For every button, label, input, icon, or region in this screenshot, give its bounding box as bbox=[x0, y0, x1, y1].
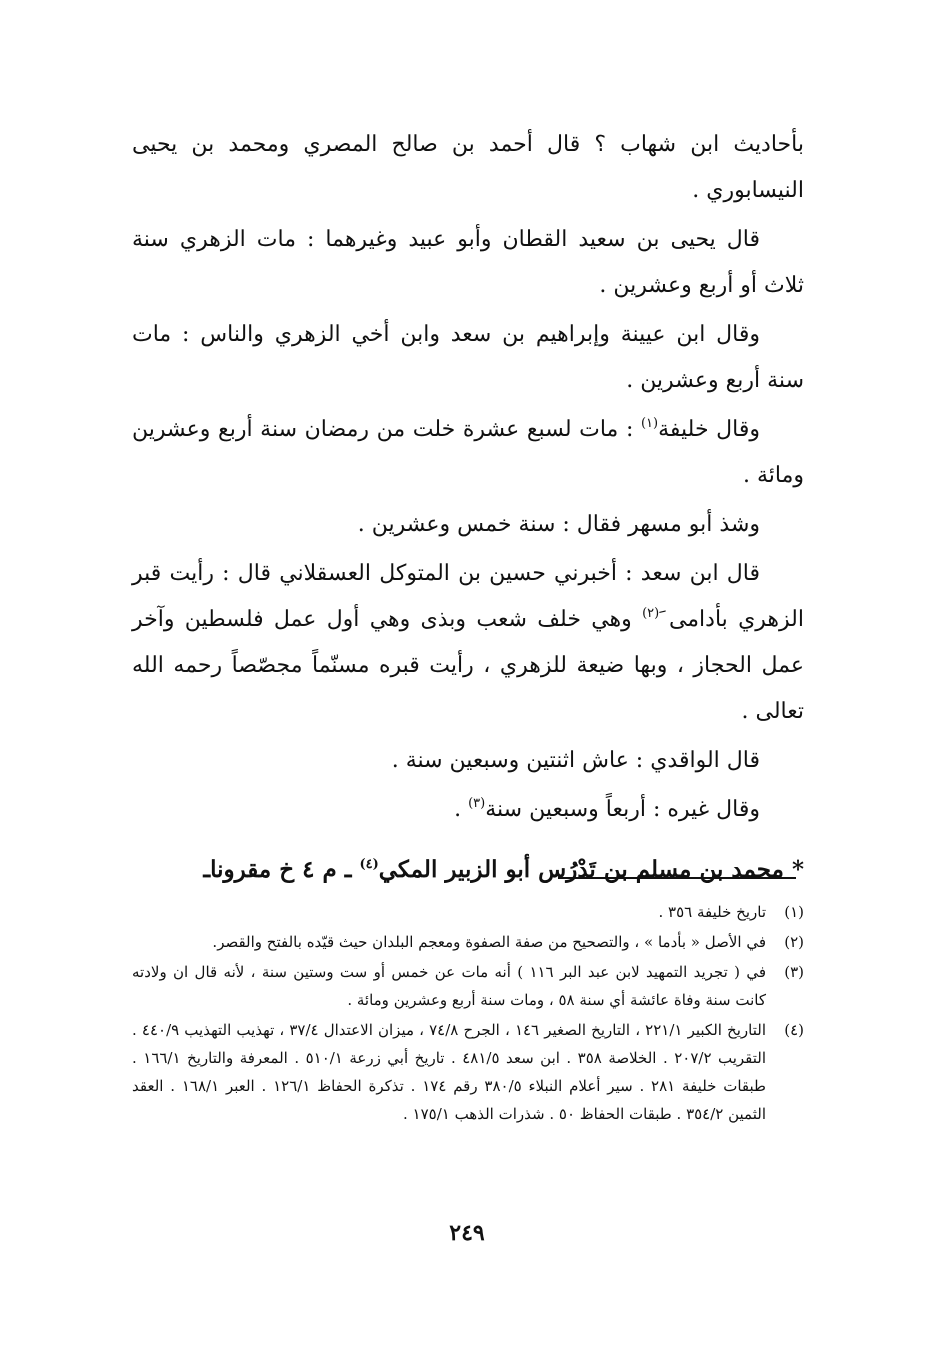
footnote-text: في الأصل « بأدما » ، والتصحيح من صفة الصفوة ومعجم البلدان حيث قيّده بالفتح والقصر. bbox=[212, 933, 766, 951]
footnote-number: (١) bbox=[784, 903, 804, 921]
entry-heading bbox=[132, 847, 804, 893]
paragraph-8 bbox=[132, 787, 804, 833]
footnote-text: تاريخ خليفة ٣٥٦ . bbox=[658, 903, 766, 921]
paragraph-8-end: . bbox=[454, 797, 469, 822]
footnote-number: (٢) bbox=[784, 933, 804, 951]
page-number: ٢٤٩ bbox=[449, 1220, 485, 1246]
paragraph-1: بأحاديث ابن شهاب ؟ قال أحمد بن صالح المصري ومحمد بن يحيى النيسابوري . bbox=[132, 132, 804, 203]
paragraph-3: وقال ابن عيينة وإبراهيم بن سعد وابن أخي الزهري والناس : مات سنة أربع وعشرين . bbox=[132, 322, 804, 393]
entry-heading-name: * محمد بن مسلم بن تَدْرُس أبو الزبير المكي bbox=[378, 856, 804, 883]
footnote-ref-4[interactable]: (٤) bbox=[359, 856, 379, 872]
paragraph-5: وشذ أبو مسهر فقال : سنة خمس وعشرين . bbox=[357, 512, 760, 537]
footnote-ref-3[interactable]: (٣) bbox=[468, 795, 486, 811]
footnote-2 bbox=[132, 928, 804, 956]
footnote-number: (٣) bbox=[784, 963, 804, 981]
entry-heading-codes: ـ م ٤ خ مقروناـ bbox=[203, 856, 360, 883]
footnotes bbox=[132, 898, 804, 1130]
footnote-ref-2[interactable]: (٢) bbox=[642, 605, 660, 621]
footnote-number: (٤) bbox=[784, 1021, 804, 1039]
footnote-1 bbox=[132, 898, 804, 926]
paragraph-6-end: وهي خلف شعب وبذى وهي أول عمل فلسطين وآخر عمل الحجاز ، وبها ضيعة للزهري ، رأيت قبره مسنّماً مجصّصاً رحمه الله تعالى . bbox=[132, 607, 804, 724]
footnote-4 bbox=[132, 1016, 804, 1128]
footnote-3 bbox=[132, 958, 804, 1014]
paragraph-4 bbox=[132, 407, 804, 499]
paragraph-4-start: وقال خليفة bbox=[658, 417, 760, 442]
paragraph-7: قال الواقدي : عاش اثنتين وسبعين سنة . bbox=[391, 748, 760, 773]
paragraph-6-start: قال ابن سعد : أخبرني حسين بن المتوكل العسقلاني قال : رأيت قبر الزهري بأدامى َ bbox=[132, 561, 804, 632]
footnote-text: التاريخ الكبير ٢٢١/١ ، التاريخ الصغير ١٤٦ ، الجرح ٧٤/٨ ، ميزان الاعتدال ٣٧/٤ ، تهذيب التهذيب ٤٤٠/٩ . التقريب ٢٠٧/٢ . الخلاصة ٣٥٨ . ابن سعد ٤٨١/٥ . تاريخ أبي زرعة ٥١٠/١ . المعرفة والتاريخ ١٦٦/١ . طبقات خليفة ٢٨١ . سير أعلام النبلاء ٣٨٠/٥ رقم ١٧٤ . تذكرة الحفاظ ١٢٦/١ . العبر ١٦٨/١ . العقد الثمين ٣٥٤/٢ . طبقات الحفاظ ٥٠ . شذرات الذهب ١٧٥/١ . bbox=[132, 1021, 767, 1123]
paragraph-8-start: وقال غيره : أربعاً وسبعين سنة bbox=[485, 797, 760, 822]
main-text bbox=[132, 122, 804, 896]
paragraph-2: قال يحيى بن سعيد القطان وأبو عبيد وغيرهما : مات الزهري سنة ثلاث أو أربع وعشرين . bbox=[132, 227, 804, 298]
footnote-ref-1[interactable]: (١) bbox=[640, 415, 659, 431]
paragraph-6 bbox=[132, 551, 804, 735]
footnote-separator bbox=[558, 877, 796, 879]
footnote-text: في ( تجريد التمهيد لابن عبد البر ١١٦ ) أنه مات عن خمس أو ست وستين سنة ، لأنه قال ان ولادته كانت سنة وفاة عائشة أي سنة ٥٨ ، ومات سنة أربع وعشرين ومائة . bbox=[132, 963, 766, 1009]
paragraph-4-end: : مات لسبع عشرة خلت من رمضان سنة أربع وعشرين ومائة . bbox=[132, 417, 804, 488]
